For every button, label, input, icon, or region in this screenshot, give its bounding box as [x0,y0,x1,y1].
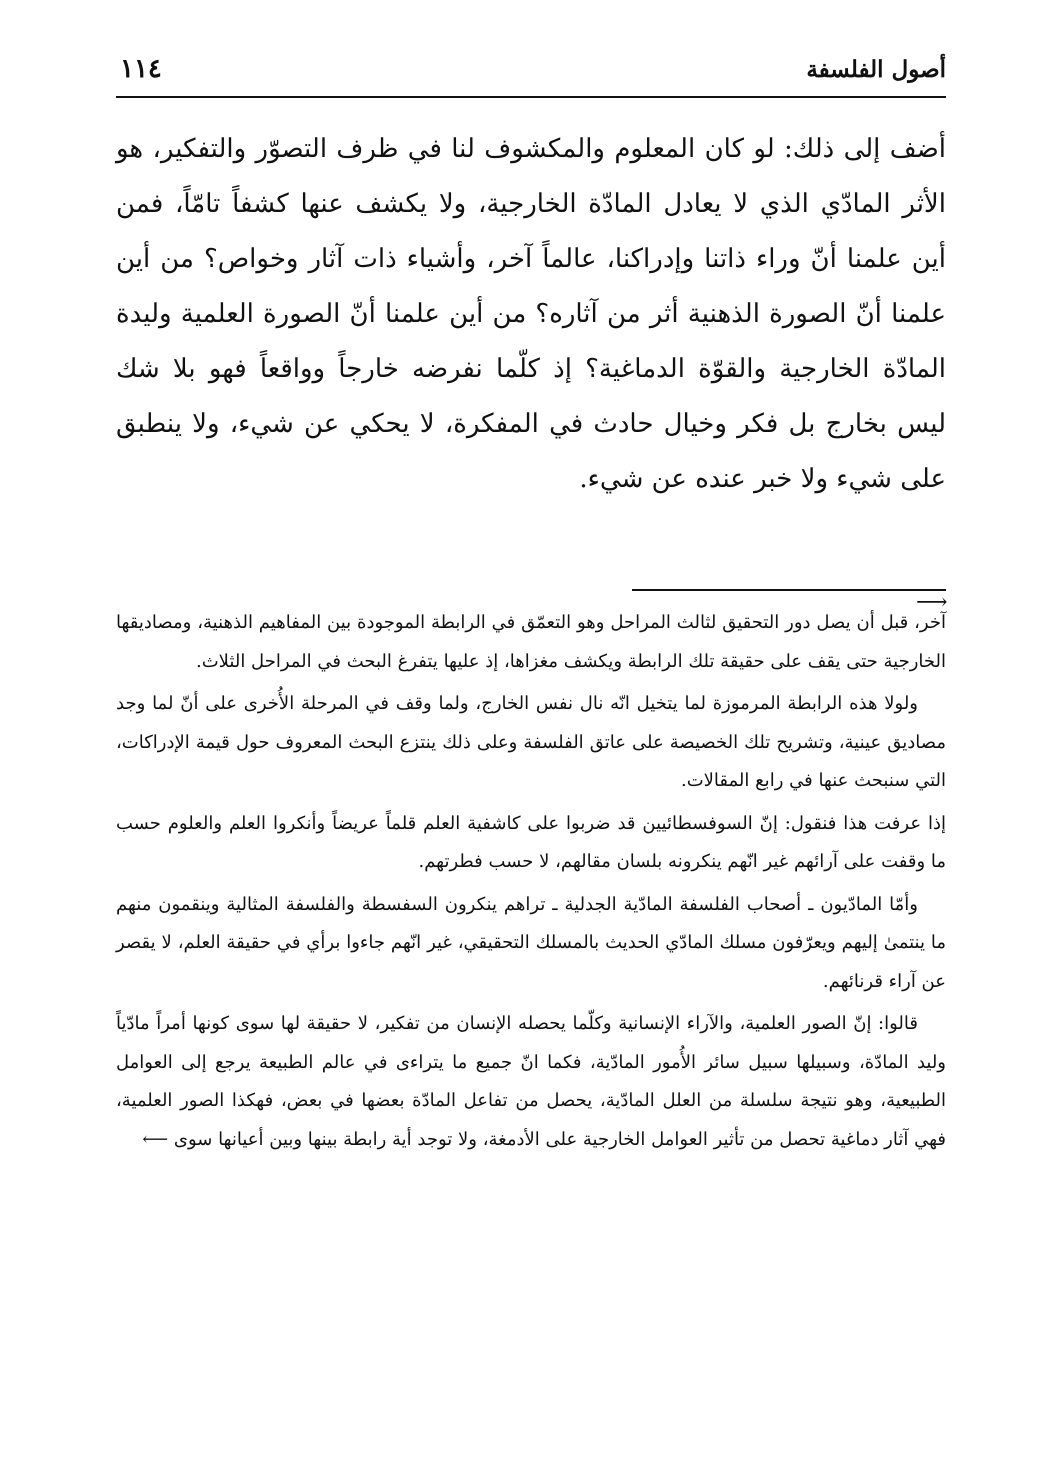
book-title: أصول الفلسفة [806,56,946,83]
page-number: ١١٤ [120,54,162,84]
running-header [116,52,946,98]
footnotes [116,604,946,1163]
footnote-paragraph: وأمّا المادّيون ـ أصحاب الفلسفة المادّية الجدلية ـ تراهم ينكرون السفسطة والفلسفة المثالية وينقمون منهم ما ينتمىٰ إليهم ويعرّفون مسلك المادّي الحديث بالمسلك التحقيقي، غير انّهم جاءوا برأي في حقيقة العلم، لا يقصر عن آراء قرنائهم. [116,893,946,992]
footnote-separator [632,589,946,591]
footnote-paragraph: إذا عرفت هذا فنقول: إنّ السوفسطائيين قد ضربوا على كاشفية العلم قلماً عريضاً وأنكروا العلم والعلوم حسب ما وقفت على آرائهم غير انّهم ينكرونه بلسان مقالهم، لا حسب فطرتهم. [116,812,946,872]
footnote-paragraph: آخر، قبل أن يصل دور التحقيق لثالث المراحل وهو التعمّق في الرابطة الموجودة بين المفاهيم الذهنية، ومصاديقها الخارجية حتى يقف على حقيقة تلك الرابطة ويكشف مغزاها، إذ عليها يتفرغ البحث في المراحل الثلاث. [116,612,946,672]
continuation-arrow-icon: ⟶ [916,590,948,615]
footnote-paragraph: قالوا: إنّ الصور العلمية، والآراء الإنسانية وكلّما يحصله الإنسان من تفكير، لا حقيقة لها سوى كونها أمراً مادّياً وليد المادّة، وسبيلها سبيل سائر الأُمور المادّية، فكما انّ جميع ما يتراءى في عالم الطبيعة يرجع إلى العوامل الطبيعية، وهو نتيجة سلسلة من العلل المادّية، يحصل من تفاعل المادّة بعضها في بعض، فهكذا الصور العلمية، فهي آثار دماغية تحصل من تأثير العوامل الخارجية على الأدمغة، ولا توجد أية رابطة بينها وبين أعيانها سوى ⟵ [116,1013,946,1150]
main-paragraph: أضف إلى ذلك: لو كان المعلوم والمكشوف لنا في ظرف التصوّر والتفكير، هو الأثر المادّي الذي لا يعادل المادّة الخارجية، ولا يكشف عنها كشفاً تامّاً، فمن أين علمنا أنّ وراء ذاتنا وإدراكنا، عالماً آخر، وأشياء ذات آثار وخواص؟ من أين علمنا أنّ الصورة الذهنية أثر من آثاره؟ من أين علمنا أنّ الصورة العلمية وليدة المادّة الخارجية والقوّة الدماغية؟ إذ كلّما نفرضه خارجاً وواقعاً فهو بلا شك ليس بخارج بل فكر وخيال حادث في المفكرة، لا يحكي عن شيء، ولا ينطبق على شيء ولا خبر عنده عن شيء. [116,134,946,494]
footnote-paragraph: ولولا هذه الرابطة المرموزة لما يتخيل انّه نال نفس الخارج، ولما وقف في المرحلة الأُخرى على أنّ لما وجد مصاديق عينية، وتشريح تلك الخصيصة على عاتق الفلسفة وعلى ذلك ينتزع البحث المعروف حول قيمة الإدراكات، التي سنبحث عنها في رابع المقالات. [116,693,947,791]
